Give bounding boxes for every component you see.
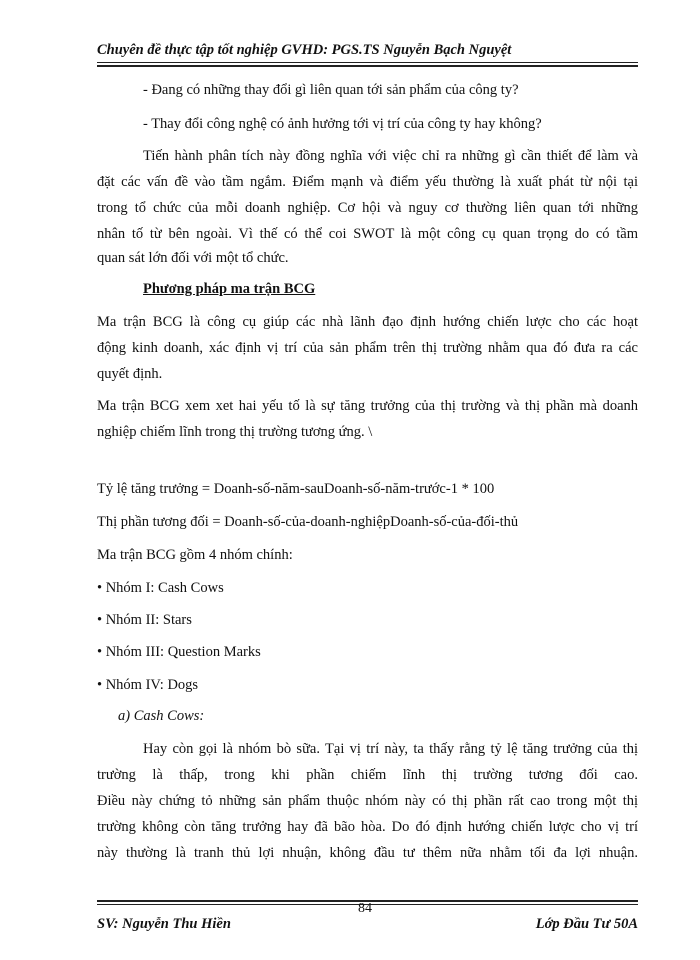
groups-intro: Ma trận BCG gồm 4 nhóm chính: [97, 547, 293, 563]
question-line: - Thay đổi công nghệ có ảnh hưởng tới vị trí của công ty hay không? [143, 116, 542, 132]
paragraph-line: trường là thấp, trong khi phần chiếm lĩnh thị trường tương đối cao. [97, 767, 638, 783]
paragraph-line: trong tổ chức của mỗi doanh nghiệp. Cơ hội và nguy cơ thường liên quan tới những [97, 200, 638, 216]
paragraph-line: Ma trận BCG là công cụ giúp các nhà lãnh đạo định hướng chiến lược cho các hoạt [97, 314, 638, 330]
paragraph-line: quyết định. [97, 366, 163, 382]
paragraph-line: Tiến hành phân tích này đồng nghĩa với việc chỉ ra những gì cần thiết để làm và [143, 148, 638, 164]
formula-relative-share: Thị phần tương đối = Doanh-số-của-doanh-nghiệpDoanh-số-của-đối-thủ [97, 514, 519, 530]
group-list-item: • Nhóm II: Stars [97, 612, 192, 628]
footer-student: SV: Nguyễn Thu Hiền [97, 916, 231, 932]
paragraph-line: Ma trận BCG xem xet hai yếu tố là sự tăng trưởng của thị trường và thị phần mà doanh [97, 398, 638, 414]
paragraph-line: Hay còn gọi là nhóm bò sữa. Tại vị trí này, ta thấy rằng tỷ lệ tăng trưởng của thị [143, 741, 638, 757]
paragraph-line: động kinh doanh, xác định vị trí của sản phẩm trên thị trường nhằm qua đó đưa ra các [97, 340, 638, 356]
paragraph-line: nghiệp chiếm lĩnh trong thị trường tương ứng. \ [97, 424, 373, 440]
page-header-title: Chuyên đề thực tập tốt nghiệp GVHD: PGS.TS Nguyễn Bạch Nguyệt [97, 42, 512, 58]
paragraph-line: trường không còn tăng trưởng hay đã bão hòa. Do đó định hướng chiến lược cho vị trí [97, 819, 638, 835]
paragraph-line: nhân tố từ bên ngoài. Vì thế có thể coi SWOT là một công cụ quan trọng do có tầm [97, 226, 638, 242]
formula-growth-rate: Tỷ lệ tăng trưởng = Doanh-số-năm-sauDoanh-số-năm-trước-1 * 100 [97, 481, 495, 497]
group-list-item: • Nhóm I: Cash Cows [97, 580, 224, 596]
header-rule [97, 62, 638, 63]
paragraph-line: quan sát lớn đối với một tổ chức. [97, 250, 289, 266]
paragraph-line: này thường là tranh thủ lợi nhuận, không đầu tư thêm nữa nhằm tối đa lợi nhuận. [97, 845, 638, 861]
page-number: 84 [358, 901, 372, 916]
section-heading: Phương pháp ma trận BCG [143, 281, 316, 297]
paragraph-line: đặt các vấn đề vào tầm ngắm. Điểm mạnh và điểm yếu thường là xuất phát từ nội tại [97, 174, 638, 190]
group-list-item: • Nhóm III: Question Marks [97, 644, 261, 660]
paragraph-line: Điều này chứng tỏ những sản phẩm thuộc nhóm này có thị phần rất cao trong một thị [97, 793, 638, 809]
footer-class: Lớp Đầu Tư 50A [535, 916, 638, 932]
header-rule-thick [97, 65, 638, 67]
question-line: - Đang có những thay đổi gì liên quan tới sản phẩm của công ty? [143, 82, 519, 98]
group-list-item: • Nhóm IV: Dogs [97, 677, 199, 693]
subsection-heading: a) Cash Cows: [118, 708, 205, 724]
